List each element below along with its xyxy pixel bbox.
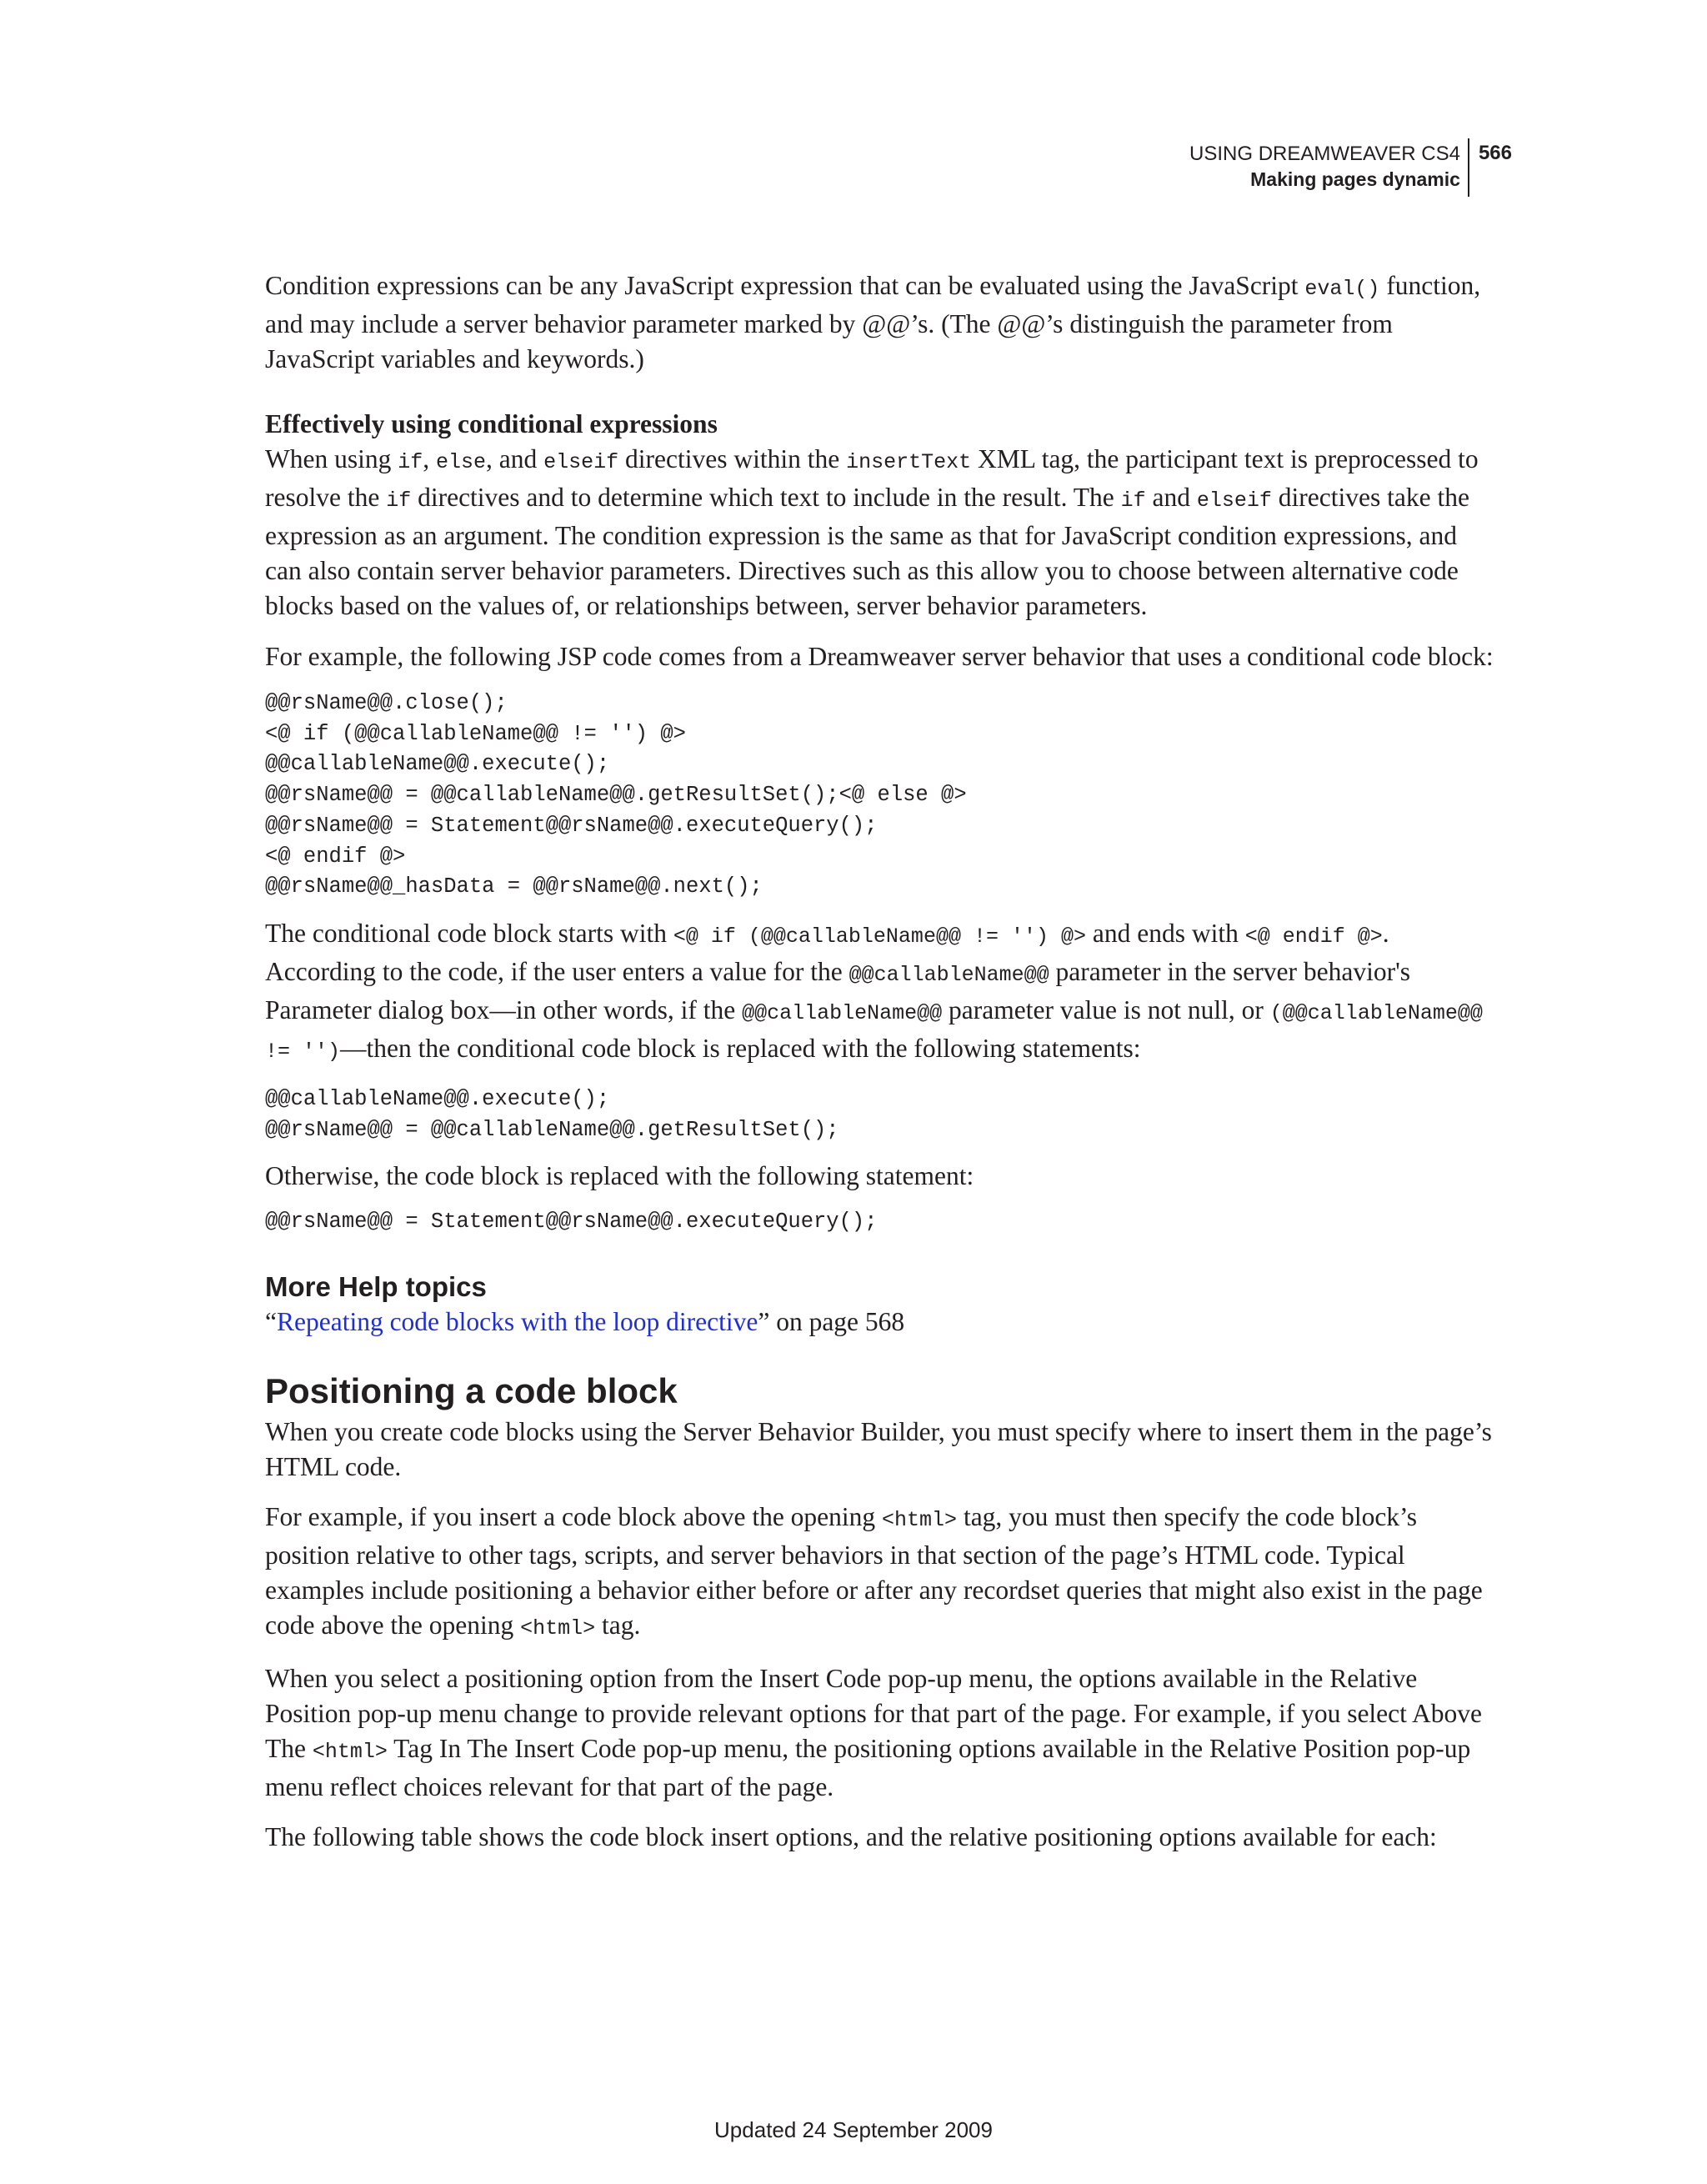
text-run: function, and may include a server behavior parameter marked by @@’s. (The @@’s distinguish the parameter from JavaScript variables and keywords.) bbox=[265, 271, 1481, 373]
text-run: XML tag, the participant text is preprocessed to resolve the bbox=[265, 444, 1479, 512]
text-run: and ends with bbox=[1085, 918, 1245, 948]
text-run: directives take the expression as an argument. The condition expression is the same as that for JavaScript condition expressions, and can also contain server behavior parameters. Directives such as this allow you to choose between alternative code blocks based on the values of, or relationships between, server behavior parameters. bbox=[265, 483, 1469, 620]
effective-paragraph bbox=[265, 442, 1499, 624]
text-run: The conditional code block starts with bbox=[265, 918, 673, 948]
inline-code: insertText bbox=[846, 450, 972, 474]
code-line: @@rsName@@ = Statement@@rsName@@.executeQuery(); bbox=[265, 1210, 878, 1235]
intro-paragraph bbox=[265, 268, 1499, 377]
inline-code: <html> bbox=[520, 1616, 596, 1641]
positioning-paragraph-2 bbox=[265, 1500, 1499, 1646]
inline-code: else bbox=[436, 450, 487, 474]
inline-code: <@ endif @> bbox=[1244, 924, 1383, 949]
more-help-item bbox=[265, 1305, 1499, 1340]
positioning-paragraph-1: When you create code blocks using the Server Behavior Builder, you must specify where to insert them in the page’s HTML code. bbox=[265, 1417, 1492, 1482]
quote-mark: ” bbox=[758, 1307, 770, 1337]
text-run: When you select a positioning option from the Insert Code pop-up menu, the options available in the Relative Position pop-up menu change to provide relevant options for that part of the page. For example, if you select Above The bbox=[265, 1664, 1483, 1764]
otherwise-paragraph: Otherwise, the code block is replaced with the following statement: bbox=[265, 1161, 974, 1191]
header-text-group bbox=[1189, 138, 1469, 197]
code-block-otherwise bbox=[265, 1207, 1499, 1238]
running-header bbox=[1189, 138, 1512, 197]
more-help-heading: More Help topics bbox=[265, 1271, 487, 1303]
subsection-heading: Effectively using conditional expressions bbox=[265, 409, 718, 438]
quote-mark: “ bbox=[265, 1307, 277, 1337]
text-run: , bbox=[423, 444, 436, 473]
text-run: tag. bbox=[595, 1610, 641, 1641]
code-line: @@rsName@@_hasData = @@rsName@@.next(); bbox=[265, 874, 763, 899]
inline-code: (@@callableName@@ != '') bbox=[265, 1000, 1483, 1064]
text-run: Condition expressions can be any JavaScript expression that can be evaluated using the JavaScript bbox=[265, 271, 1305, 300]
text-run: and bbox=[1145, 483, 1197, 512]
inline-code: elseif bbox=[543, 450, 619, 474]
inline-code: if bbox=[386, 488, 412, 513]
text-run: directives and to determine which text to include in the result. The bbox=[411, 483, 1121, 512]
text-run: . According to the code, if the user enters a value for the bbox=[265, 918, 1389, 986]
text-run: parameter in the server behavior's Parameter dialog box—in other words, if the bbox=[265, 956, 1411, 1024]
code-line: <@ if (@@callableName@@ != '') @> bbox=[265, 721, 686, 746]
page-number: 566 bbox=[1478, 142, 1512, 164]
inline-code: @@callableName@@ bbox=[848, 962, 1049, 987]
positioning-paragraph-3 bbox=[265, 1661, 1499, 1805]
inline-code: <html> bbox=[312, 1740, 388, 1765]
section-heading: Positioning a code block bbox=[265, 1371, 678, 1411]
inline-code: if bbox=[1120, 488, 1146, 513]
page-reference: on page 568 bbox=[769, 1307, 905, 1337]
text-run: parameter value is not null, or bbox=[942, 994, 1270, 1024]
positioning-paragraph-4: The following table shows the code block insert options, and the relative positioning options available for each: bbox=[265, 1822, 1437, 1852]
conditional-paragraph bbox=[265, 916, 1499, 1069]
page-body bbox=[265, 268, 1499, 1855]
code-line: @@rsName@@ = Statement@@rsName@@.executeQuery(); bbox=[265, 813, 878, 838]
text-run: directives within the bbox=[618, 444, 847, 473]
inline-code: @@callableName@@ bbox=[742, 1000, 943, 1025]
text-run: —then the conditional code block is replaced with the following statements: bbox=[340, 1033, 1141, 1063]
help-topic-link[interactable]: Repeating code blocks with the loop directive bbox=[276, 1307, 758, 1337]
inline-code: elseif bbox=[1196, 488, 1272, 513]
page-footer: Updated 24 September 2009 bbox=[714, 2117, 993, 2142]
book-title: USING DREAMWEAVER CS4 bbox=[1189, 143, 1460, 165]
text-run: When using bbox=[265, 444, 398, 473]
chapter-title: Making pages dynamic bbox=[1250, 168, 1460, 190]
inline-code: eval() bbox=[1304, 277, 1380, 301]
text-run: tag, you must then specify the code block’s position relative to other tags, scripts, and server behaviors in that section of the page’s HTML code. Typical examples include positioning a behavior either before or after any recordset queries that might also exist in the page code above the opening bbox=[265, 1502, 1483, 1641]
inline-code: if bbox=[398, 450, 423, 474]
inline-code: <@ if (@@callableName@@ != '') @> bbox=[673, 924, 1086, 949]
code-block-statements bbox=[265, 1084, 1499, 1145]
code-line: <@ endif @> bbox=[265, 844, 406, 869]
example-intro-paragraph: For example, the following JSP code comes from a Dreamweaver server behavior that uses a conditional code block: bbox=[265, 642, 1494, 671]
code-line: @@rsName@@.close(); bbox=[265, 691, 508, 715]
text-run: Tag In The Insert Code pop-up menu, the positioning options available in the Relative Position pop-up menu reflect choices relevant for that part of the page. bbox=[265, 1734, 1471, 1802]
inline-code: <html> bbox=[882, 1508, 958, 1533]
text-run: For example, if you insert a code block above the opening bbox=[265, 1502, 883, 1532]
code-line: @@callableName@@.execute(); bbox=[265, 752, 610, 777]
code-block-jsp bbox=[265, 689, 1499, 903]
code-line: @@rsName@@ = @@callableName@@.getResultSet();<@ else @> bbox=[265, 783, 967, 808]
code-line: @@callableName@@.execute(); bbox=[265, 1086, 610, 1111]
text-run: , and bbox=[486, 444, 544, 473]
code-line: @@rsName@@ = @@callableName@@.getResultSet(); bbox=[265, 1117, 839, 1142]
